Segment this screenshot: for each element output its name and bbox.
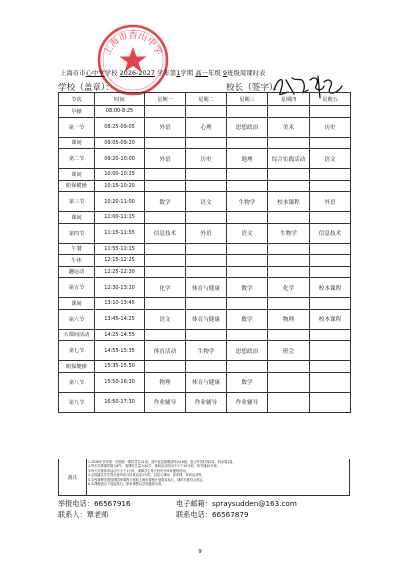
time-cell: 13:10-13:45: [95, 298, 145, 310]
time-cell: 10:00-10:15: [95, 169, 145, 181]
time-cell: 15:35-15:50: [95, 361, 145, 373]
time-cell: 08:25-09:05: [95, 117, 145, 137]
subject-cell: 信息技术: [310, 223, 351, 243]
subject-cell: 思想政治: [227, 341, 268, 361]
subject-cell: [268, 372, 310, 392]
timetable-header-row: [59, 93, 351, 106]
subject-cell: 思想政治: [227, 117, 268, 137]
subject-cell: [145, 329, 186, 341]
subject-cell: 外语: [310, 192, 351, 212]
section-cell: 课间: [59, 169, 95, 181]
subject-cell: [310, 106, 351, 118]
subject-cell: [268, 169, 310, 181]
table-row: [59, 361, 351, 373]
section-cell: 第八节: [59, 372, 95, 392]
note-line: 6.本课程表自下周起执行，如有调整以学校通知为准。: [88, 482, 165, 487]
subject-cell: [310, 266, 351, 278]
time-cell: 10:15-10:20: [95, 180, 145, 192]
subject-cell: [310, 212, 351, 224]
table-row: [59, 117, 351, 137]
time-cell: 15:50-16:30: [95, 372, 145, 392]
subject-cell: 体育与健康: [186, 372, 227, 392]
section-cell: 第一节: [59, 117, 95, 137]
subject-cell: [310, 169, 351, 181]
page-title: 上海市市心中学学校 2026-2027 学年第1学期 高一年级 9班级周课时表: [60, 70, 266, 77]
table-row: [59, 149, 351, 169]
contact-phone: 66567879: [211, 510, 249, 519]
subject-cell: 美术: [268, 117, 310, 137]
subject-cell: [268, 266, 310, 278]
subject-cell: [145, 298, 186, 310]
note-line: 4.全面落实学生每天校内综合体育活动1小时，包括大课间、体育课、体育活动等。: [88, 473, 205, 478]
subject-cell: [145, 361, 186, 373]
subject-cell: [310, 255, 351, 267]
section-cell: 第二节: [59, 149, 95, 169]
subject-cell: [186, 329, 227, 341]
table-row: [59, 137, 351, 149]
email-address: spraysudden@163.com: [211, 499, 297, 508]
subject-cell: [186, 266, 227, 278]
subject-cell: 化学: [268, 278, 310, 298]
subject-cell: 体育与健康: [186, 309, 227, 329]
subject-cell: [310, 180, 351, 192]
subject-cell: 作业辅导: [186, 392, 227, 412]
subject-cell: [186, 106, 227, 118]
table-row: [59, 266, 351, 278]
subject-cell: [227, 329, 268, 341]
section-cell: 课间: [59, 298, 95, 310]
subject-cell: [310, 243, 351, 255]
header-tuesday: 星期二: [186, 93, 227, 106]
subject-cell: 语文: [186, 192, 227, 212]
table-row: [59, 180, 351, 192]
subject-cell: [227, 298, 268, 310]
subject-cell: 体育活动: [145, 341, 186, 361]
table-row: [59, 192, 351, 212]
subject-cell: [145, 243, 186, 255]
contact-person-label: 联系人：: [58, 510, 87, 519]
subject-cell: 校本课程: [268, 192, 310, 212]
subject-cell: [145, 106, 186, 118]
subject-cell: [310, 372, 351, 392]
report-phone-label: 举报电话：: [58, 499, 94, 508]
subject-cell: [310, 329, 351, 341]
time-cell: 13:45-14:25: [95, 309, 145, 329]
section-cell: 眼保健操: [59, 180, 95, 192]
section-cell: 第九节: [59, 392, 95, 412]
subject-cell: [268, 137, 310, 149]
header-monday: 星期一: [145, 93, 186, 106]
subject-cell: [145, 169, 186, 181]
table-row: [59, 169, 351, 181]
subject-cell: 数学: [227, 278, 268, 298]
table-row: [59, 106, 351, 118]
table-row: [59, 341, 351, 361]
report-phone: 66567916: [93, 499, 131, 508]
subject-cell: 化学: [145, 278, 186, 298]
subject-cell: 地理: [227, 149, 268, 169]
subject-cell: 语文: [310, 149, 351, 169]
subject-cell: 生物学: [227, 192, 268, 212]
subject-cell: [227, 361, 268, 373]
subject-cell: [227, 255, 268, 267]
header-thursday: 星期四: [268, 93, 310, 106]
subject-cell: 物理: [268, 309, 310, 329]
subject-cell: [186, 243, 227, 255]
time-cell: 12:15-12:25: [95, 255, 145, 267]
table-row: [59, 329, 351, 341]
subject-cell: [227, 243, 268, 255]
subject-cell: [227, 266, 268, 278]
subject-cell: 语文: [227, 223, 268, 243]
subject-cell: 数学: [227, 309, 268, 329]
subject-cell: 作业辅导: [227, 392, 268, 412]
subject-cell: [268, 329, 310, 341]
time-cell: 09:05-09:20: [95, 137, 145, 149]
table-row: [59, 392, 351, 412]
subject-cell: [186, 212, 227, 224]
section-cell: 课间: [59, 212, 95, 224]
subject-cell: 班会: [268, 341, 310, 361]
subject-cell: 数学: [227, 372, 268, 392]
subject-cell: 外语: [186, 223, 227, 243]
subject-cell: [268, 361, 310, 373]
subject-cell: 历史: [310, 117, 351, 137]
subject-cell: [186, 137, 227, 149]
contact-person: 覃老师: [86, 510, 109, 519]
subject-cell: [310, 137, 351, 149]
time-cell: 11:00-11:15: [95, 212, 145, 224]
time-cell: 10:20-11:00: [95, 192, 145, 212]
subject-cell: 数学: [145, 192, 186, 212]
time-cell: 16:50-17:30: [95, 392, 145, 412]
subject-cell: 生物学: [186, 341, 227, 361]
header-friday: 星期五: [310, 93, 351, 106]
section-cell: 第三节: [59, 192, 95, 212]
subject-cell: [186, 361, 227, 373]
subject-cell: [186, 255, 227, 267]
table-row: [59, 309, 351, 329]
subject-cell: [227, 169, 268, 181]
notes-box: [58, 459, 350, 496]
section-cell: 午餐: [59, 243, 95, 255]
timetable: [58, 92, 351, 413]
section-cell: 课间: [59, 137, 95, 149]
subject-cell: [145, 180, 186, 192]
header-time: 时间: [95, 93, 145, 106]
subject-cell: 历史: [186, 149, 227, 169]
table-row: [59, 212, 351, 224]
subject-cell: [145, 137, 186, 149]
note-line: 1.2026年学年第一学期高一课时共计21周，其中包括寒假前时间16周，复习考试时间2周，机动周1周。: [88, 460, 236, 464]
time-cell: 11:55-12:15: [95, 243, 145, 255]
notes-label: 备注: [59, 459, 87, 495]
subject-cell: [145, 255, 186, 267]
time-cell: 14:25-14:55: [95, 329, 145, 341]
contact-phone-label: 联系电话：: [176, 510, 212, 519]
subject-cell: [186, 169, 227, 181]
subject-cell: 语文: [145, 309, 186, 329]
subject-cell: 外语: [145, 117, 186, 137]
table-row: [59, 243, 351, 255]
subject-cell: 校本课程: [310, 278, 351, 298]
time-cell: 12:30-13:10: [95, 278, 145, 298]
section-cell: 第五节: [59, 278, 95, 298]
subject-cell: [268, 392, 310, 412]
notes-body: [88, 460, 350, 486]
subject-cell: [310, 298, 351, 310]
subject-cell: 作业辅导: [145, 392, 186, 412]
subject-cell: [268, 255, 310, 267]
seal-text: 上海市香山中学: [102, 31, 164, 57]
subject-cell: 物理: [145, 372, 186, 392]
section-cell: 午休: [59, 255, 95, 267]
subject-cell: [268, 298, 310, 310]
subject-cell: 校本课程: [310, 309, 351, 329]
subject-cell: [145, 266, 186, 278]
table-row: [59, 255, 351, 267]
section-cell: 大课间活动: [59, 329, 95, 341]
subject-cell: 心理: [186, 117, 227, 137]
subject-cell: [186, 298, 227, 310]
subject-cell: [186, 180, 227, 192]
subject-cell: [227, 212, 268, 224]
note-line: 5.学校课程安排按照国家课程方案和上海市课程计划要求执行，课时安排符合规定。: [88, 477, 206, 482]
time-cell: 09:20-10:00: [95, 149, 145, 169]
section-cell: 第七节: [59, 341, 95, 361]
time-cell: 08:00-8:25: [95, 106, 145, 118]
note-line: 3.每天安排体育活动不少于1小时，保障学生每天校内外体育锻炼时间。: [88, 468, 189, 473]
table-row: [59, 372, 351, 392]
subject-cell: [310, 341, 351, 361]
page-number: 9: [198, 549, 202, 555]
time-cell: 14:55-15:35: [95, 341, 145, 361]
header-wednesday: 星期三: [227, 93, 268, 106]
subject-cell: [268, 212, 310, 224]
subject-cell: 生物学: [268, 223, 310, 243]
section-cell: 第六节: [59, 309, 95, 329]
subject-cell: [268, 106, 310, 118]
school-stamp-label: 学校（盖章）：: [58, 83, 114, 93]
section-cell: 趣运动: [59, 266, 95, 278]
subject-cell: [227, 180, 268, 192]
subject-cell: [227, 137, 268, 149]
time-cell: 11:15-11:55: [95, 223, 145, 243]
section-cell: 眼保健操: [59, 361, 95, 373]
subject-cell: [310, 392, 351, 412]
table-row: [59, 223, 351, 243]
table-row: [59, 298, 351, 310]
note-line: 2.每天安排课时数为8节，周课时总量为34节；课间活动时间不少于10分钟，每节课40分钟。: [88, 464, 220, 469]
section-cell: 第四节: [59, 223, 95, 243]
subject-cell: [310, 361, 351, 373]
subject-cell: 综合实践活动: [268, 149, 310, 169]
principal-sign-label: 校长（签字）：: [226, 83, 282, 93]
subject-cell: 体育与健康: [186, 278, 227, 298]
header-section: 节次: [59, 93, 95, 106]
time-cell: 12:25-12:30: [95, 266, 145, 278]
section-cell: 早操: [59, 106, 95, 118]
subject-cell: [268, 180, 310, 192]
subject-cell: [268, 243, 310, 255]
subject-cell: [227, 106, 268, 118]
subject-cell: [145, 212, 186, 224]
email-label: 电子邮箱：: [176, 499, 212, 508]
table-row: [59, 278, 351, 298]
subject-cell: 外语: [145, 149, 186, 169]
subject-cell: 信息技术: [145, 223, 186, 243]
